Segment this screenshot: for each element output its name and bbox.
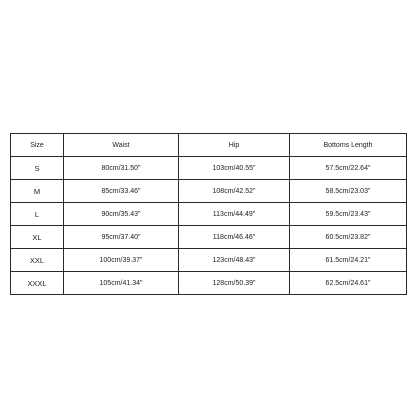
waist-cell: 95cm/37.40" <box>64 226 179 249</box>
bottoms-length-cell: 57.5cm/22.64" <box>290 157 407 180</box>
table-row <box>11 272 407 295</box>
size-cell: M <box>11 180 64 203</box>
size-cell: S <box>11 157 64 180</box>
size-cell: L <box>11 203 64 226</box>
header-size: Size <box>11 134 64 157</box>
bottoms-length-cell: 62.5cm/24.61" <box>290 272 407 295</box>
bottoms-length-cell: 58.5cm/23.03" <box>290 180 407 203</box>
size-chart-table <box>10 133 407 295</box>
hip-cell: 103cm/40.55" <box>179 157 290 180</box>
waist-cell: 105cm/41.34" <box>64 272 179 295</box>
hip-cell: 123cm/48.43" <box>179 249 290 272</box>
table-row <box>11 157 407 180</box>
bottoms-length-cell: 61.5cm/24.21" <box>290 249 407 272</box>
table-row <box>11 203 407 226</box>
waist-cell: 90cm/35.43" <box>64 203 179 226</box>
waist-cell: 100cm/39.37" <box>64 249 179 272</box>
hip-cell: 113cm/44.49" <box>179 203 290 226</box>
hip-cell: 128cm/50.39" <box>179 272 290 295</box>
waist-cell: 80cm/31.50" <box>64 157 179 180</box>
table-row <box>11 180 407 203</box>
waist-cell: 85cm/33.46" <box>64 180 179 203</box>
header-waist: Waist <box>64 134 179 157</box>
table-row <box>11 226 407 249</box>
size-cell: XXL <box>11 249 64 272</box>
table-header-row <box>11 134 407 157</box>
table-row <box>11 249 407 272</box>
bottoms-length-cell: 60.5cm/23.82" <box>290 226 407 249</box>
header-bottoms-length: Bottoms Length <box>290 134 407 157</box>
hip-cell: 118cm/46.46" <box>179 226 290 249</box>
hip-cell: 108cm/42.52" <box>179 180 290 203</box>
header-hip: Hip <box>179 134 290 157</box>
bottoms-length-cell: 59.5cm/23.43" <box>290 203 407 226</box>
size-cell: XXXL <box>11 272 64 295</box>
size-cell: XL <box>11 226 64 249</box>
